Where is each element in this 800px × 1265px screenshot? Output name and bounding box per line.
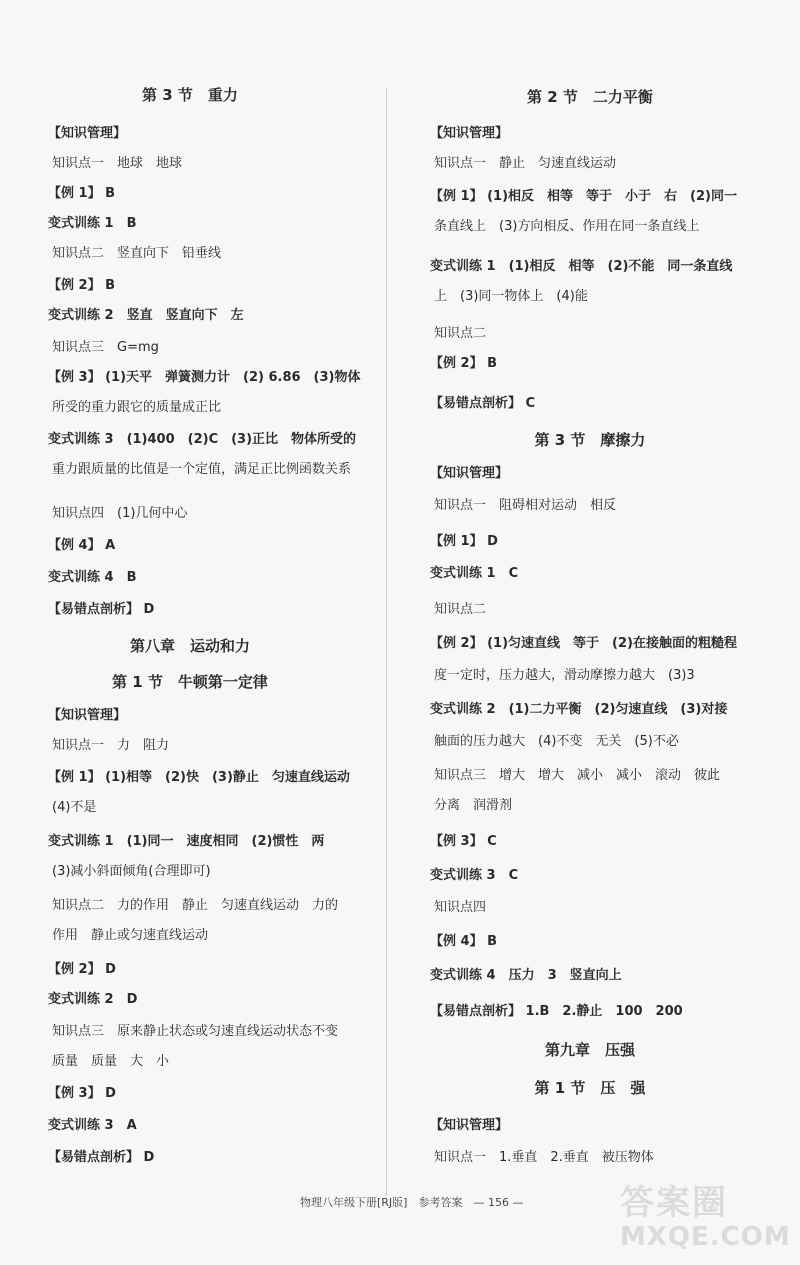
answer-line: 【易错点剖析】 D [48, 602, 155, 617]
answer-line: 知识点三 原来静止状态或匀速直线运动状态不变 [52, 1024, 339, 1039]
answer-line: 变式训练 4 压力 3 竖直向上 [430, 968, 622, 983]
answer-line: 条直线上 (3)方向相反、作用在同一条直线上 [434, 219, 700, 234]
answer-line: 触面的压力越大 (4)不变 无关 (5)不必 [434, 734, 679, 749]
answer-line: 变式训练 2 D [48, 992, 138, 1007]
answer-line: 变式训练 4 B [48, 570, 137, 585]
answer-line: 【例 4】 A [48, 538, 116, 553]
answer-line: 知识点二 [434, 326, 487, 341]
answer-line: 变式训练 3 A [48, 1118, 137, 1133]
answer-line: 变式训练 1 (1)同一 速度相同 (2)惯性 两 [48, 834, 325, 849]
answer-line: 知识点二 竖直向下 铅垂线 [52, 246, 222, 261]
answer-line: 【知识管理】 [430, 126, 509, 141]
answer-line: 变式训练 2 (1)二力平衡 (2)匀速直线 (3)对接 [430, 702, 728, 717]
answer-line: 知识点一 地球 地球 [52, 156, 183, 171]
answer-line: 【知识管理】 [430, 1118, 509, 1133]
section-heading: 第 1 节 压 强 [534, 1079, 646, 1097]
section-heading: 第 1 节 牛顿第一定律 [112, 673, 268, 691]
answer-line: 【例 1】 D [430, 534, 498, 549]
answer-line: 重力跟质量的比值是一个定值，满足正比例函数关系 [52, 462, 352, 477]
answer-line: 知识点一 静止 匀速直线运动 [434, 156, 617, 171]
answer-line: 知识点一 力 阻力 [52, 738, 170, 753]
answer-line: 【知识管理】 [430, 466, 509, 481]
section-heading: 第八章 运动和力 [129, 637, 250, 655]
answer-line: 知识点二 力的作用 静止 匀速直线运动 力的 [52, 898, 339, 913]
answer-line: 【例 2】 D [48, 962, 116, 977]
answer-line: 【知识管理】 [48, 708, 127, 723]
answer-line: 变式训练 1 C [430, 566, 519, 581]
answer-line: 知识点四 (1)几何中心 [52, 506, 188, 521]
answer-line: 【易错点剖析】 D [48, 1150, 155, 1165]
answer-line: 【易错点剖析】 1.B 2.静止 100 200 [430, 1004, 683, 1019]
watermark [620, 1175, 790, 1255]
section-heading: 第 3 节 摩擦力 [534, 431, 646, 449]
section-heading: 第九章 压强 [544, 1041, 635, 1059]
answer-line: 度一定时，压力越大，滑动摩擦力越大 (3)3 [434, 668, 695, 683]
answer-line: 作用 静止或匀速直线运动 [52, 928, 209, 943]
answer-line: (3)减小斜面倾角(合理即可) [52, 864, 211, 879]
answer-line: 质量 质量 大 小 [52, 1054, 170, 1069]
answer-line: 【例 3】 C [430, 834, 497, 849]
answer-line: 【例 1】 (1)相等 (2)快 (3)静止 匀速直线运动 [48, 770, 350, 785]
answer-line: 【例 3】 (1)天平 弹簧测力计 (2) 6.86 (3)物体 [48, 370, 361, 385]
answer-line: 【知识管理】 [48, 126, 127, 141]
answer-line: 【例 4】 B [430, 934, 498, 949]
section-heading: 第 2 节 二力平衡 [527, 88, 653, 106]
section-heading: 第 3 节 重力 [142, 86, 238, 104]
watermark-url: MXQE.COM [620, 1222, 791, 1252]
answer-line: 【例 2】 (1)匀速直线 等于 (2)在接触面的粗糙程 [430, 636, 737, 651]
answer-line: 变式训练 2 竖直 竖直向下 左 [48, 308, 244, 323]
answer-line: 知识点三 增大 增大 减小 减小 滚动 彼此 [434, 768, 721, 783]
answer-line: 【例 1】 B [48, 186, 116, 201]
answer-line: 变式训练 3 C [430, 868, 519, 883]
answer-line: 上 (3)同一物体上 (4)能 [434, 289, 588, 304]
answer-line: 变式训练 1 B [48, 216, 137, 231]
answer-line: 知识点二 [434, 602, 487, 617]
answer-line: 知识点一 阻碍相对运动 相反 [434, 498, 617, 513]
answer-line: 变式训练 3 (1)400 (2)C (3)正比 物体所受的 [48, 432, 357, 447]
answer-line: 【例 3】 D [48, 1086, 116, 1101]
page-footer: 物理八年级下册[RJ版] 参考答案 — 156 — [300, 1196, 524, 1209]
answer-line: 分离 润滑剂 [434, 798, 513, 813]
answer-line: 【例 2】 B [430, 356, 498, 371]
answer-line: 知识点四 [434, 900, 487, 915]
answer-line: (4)不是 [52, 800, 97, 815]
answer-line: 【例 2】 B [48, 278, 116, 293]
answer-line: 【易错点剖析】 C [430, 396, 536, 411]
answer-line: 变式训练 1 (1)相反 相等 (2)不能 同一条直线 [430, 259, 733, 274]
answer-line: 【例 1】 (1)相反 相等 等于 小于 右 (2)同一 [430, 189, 737, 204]
answer-line: 知识点一 1.垂直 2.垂直 被压物体 [434, 1150, 654, 1165]
watermark-logo: 答案圈 [620, 1183, 728, 1223]
answer-line: 所受的重力跟它的质量成正比 [52, 400, 222, 415]
answer-line: 知识点三 G=mg [52, 340, 159, 355]
column-divider [386, 88, 387, 1198]
